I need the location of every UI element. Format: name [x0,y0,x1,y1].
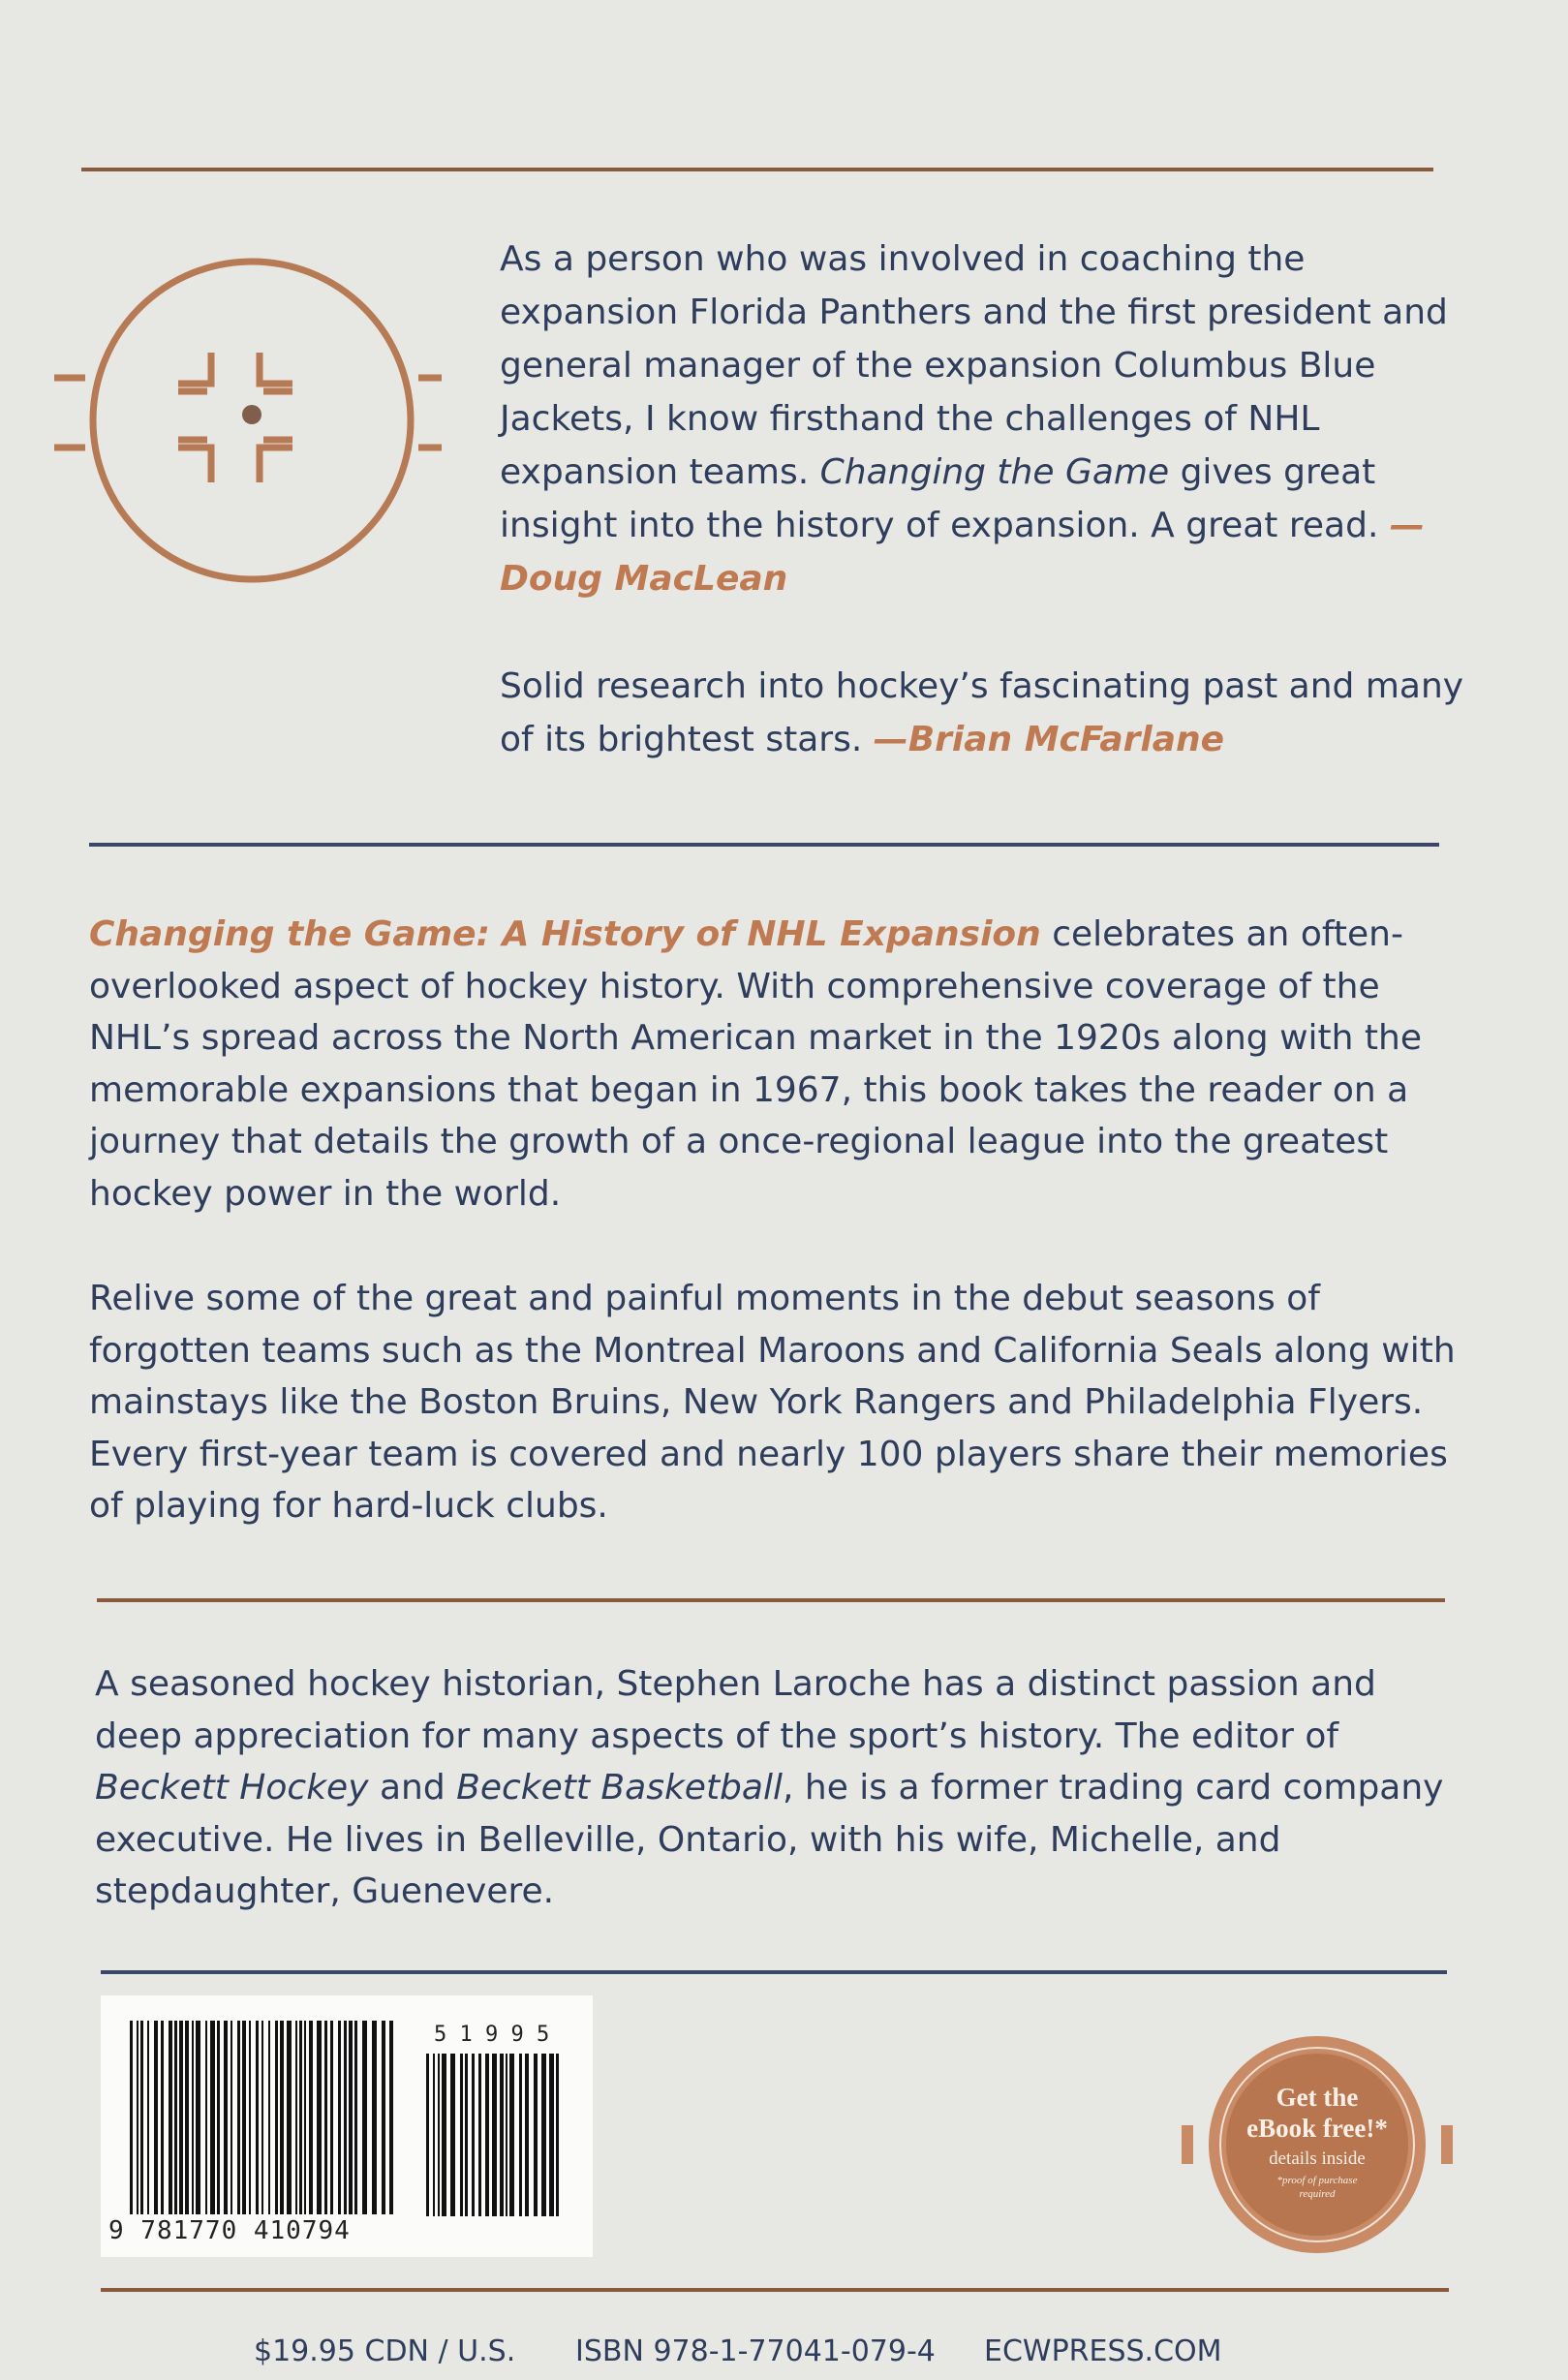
barcode-addon-digits: 5 1 9 9 5 [434,2023,550,2047]
barcode-bar [140,2021,143,2214]
barcode-bar [242,2021,246,2214]
faceoff-circle-icon [54,258,442,583]
barcode-bar [137,2021,138,2214]
badge-seal-icon [1182,2036,1453,2253]
barcode-bar [309,2021,313,2214]
author-bio [95,1658,1470,1918]
barcode-bar [217,2021,220,2214]
barcode-bar [492,2054,497,2216]
barcode-bar [179,2021,183,2214]
barcode-bar [299,2021,302,2214]
badge-line2: eBook free!* [1246,2114,1388,2143]
barcode-bar [460,2054,463,2216]
footer-isbn: ISBN 978-1-77041-079-4 [575,2334,936,2368]
barcode-bar [338,2021,341,2214]
barcode-bar [500,2054,504,2216]
barcode-bar [450,2054,455,2216]
barcode-bar [330,2021,333,2214]
badge-line4: *proof of purchase [1276,2175,1358,2186]
barcode-bar [154,2021,158,2214]
description-paragraph-1: Changing the Game: A History of NHL Expansion celebrates an often-overlooked aspect of hockey history. With comprehensive coverage of the NHL’s spread across the North American market in the 1920s along with the memorable expansions that began in 1967, this book takes the reader on a journey that details the growth of a once-regional league into the greatest hockey power in the world. [89,914,1422,1214]
barcode-bar [541,2054,546,2216]
barcode-bar [161,2021,164,2214]
barcode-bar [534,2054,538,2216]
divider-bio [101,1970,1447,1974]
barcode-bar [196,2021,200,2214]
badge-line5: required [1299,2188,1336,2200]
top-divider [81,168,1433,171]
footer-price: $19.95 CDN / U.S. [254,2334,516,2368]
attribution-maclean: —Doug MacLean [500,506,1425,599]
footer-website: ECWPRESS.COM [984,2334,1222,2368]
book-description [89,909,1464,1532]
barcode [101,1995,593,2257]
barcode-bar [224,2021,228,2214]
quote-mcfarlane: Solid research into hockey’s fascinating past and many of its brightest stars. —Brian McFarlane [500,666,1464,759]
barcode-bar [442,2054,446,2216]
barcode-bar [256,2021,259,2214]
barcode-bar [268,2021,270,2214]
barcode-bar [205,2021,207,2214]
barcode-bar [147,2021,149,2214]
barcode-bar [317,2021,322,2214]
barcode-bar [362,2021,367,2214]
barcode-bar [519,2054,522,2216]
barcode-bar [478,2054,481,2216]
divider-barcode [101,2288,1449,2292]
barcode-bar [304,2021,306,2214]
barcode-bar [472,2054,475,2216]
barcode-bar [433,2054,435,2216]
barcode-bar [485,2054,489,2216]
barcode-bar [295,2021,297,2214]
barcode-bar [525,2054,529,2216]
book-title: Changing the Game: A History of NHL Expansion [89,914,1041,954]
barcode-bar [324,2021,327,2214]
barcode-bar [382,2021,385,2214]
barcode-bar [354,2021,357,2214]
barcode-bar [174,2021,177,2214]
ebook-badge [1182,2036,1453,2253]
barcode-bar [275,2021,278,2214]
barcode-bar [389,2021,393,2214]
barcode-bar [438,2054,440,2216]
barcode-bar [349,2021,353,2214]
barcode-bar [192,2021,194,2214]
barcode-bar [372,2021,377,2214]
badge-line1: Get the [1276,2083,1359,2112]
testimonials [500,232,1468,766]
attribution-mcfarlane: —Brian McFarlane [873,720,1225,759]
barcode-bar [556,2054,559,2216]
barcode-bar [231,2021,232,2214]
divider-quotes [89,843,1439,847]
divider-description [97,1598,1445,1602]
barcode-bar [249,2021,251,2214]
bio-paragraph: A seasoned hockey historian, Stephen Laroche has a distinct passion and deep appreciation for many aspects of the sport’s history. The editor of Beckett Hockey and Beckett Basketball, he is a former trading card company executive. He lives in Belleville, Ontario, with his wife, Michelle, and stepdaughter, Guenevere. [95,1664,1444,1911]
barcode-bar [506,2054,507,2216]
barcode-bar [549,2054,554,2216]
barcode-bar [210,2021,215,2214]
barcode-bar [465,2054,468,2216]
barcode-bar [185,2021,189,2214]
description-paragraph-2: Relive some of the great and painful moments in the debut seasons of forgotten teams such as the Montreal Maroons and California Seals along with mainstays like the Boston Bruins, New York Rangers and Philadelphia Flyers. Every first-year team is covered and nearly 100 players share their memories of playing for hard-luck clubs. [89,1279,1456,1526]
badge-line3: details inside [1269,2148,1366,2169]
barcode-bar [261,2021,263,2214]
barcode-bar [287,2021,292,2214]
barcode-bar [169,2021,172,2214]
barcode-bar [237,2021,240,2214]
barcode-bar [509,2054,514,2216]
barcode-bar [130,2021,133,2214]
barcode-addon-bars-icon [426,2054,571,2243]
barcode-bar [280,2021,284,2214]
barcode-isbn-digits: 9 781770 410794 [108,2216,351,2245]
barcode-bar [426,2054,429,2216]
barcode-bar [344,2021,347,2214]
quote-maclean: As a person who was involved in coaching the expansion Florida Panthers and the first president and general manager of the expansion Columbus Blue Jackets, I know firsthand the challenges of NHL expansion teams. Changing the Game gives great insight into the history of expansion. A great read. —Doug MacLean [500,239,1448,599]
